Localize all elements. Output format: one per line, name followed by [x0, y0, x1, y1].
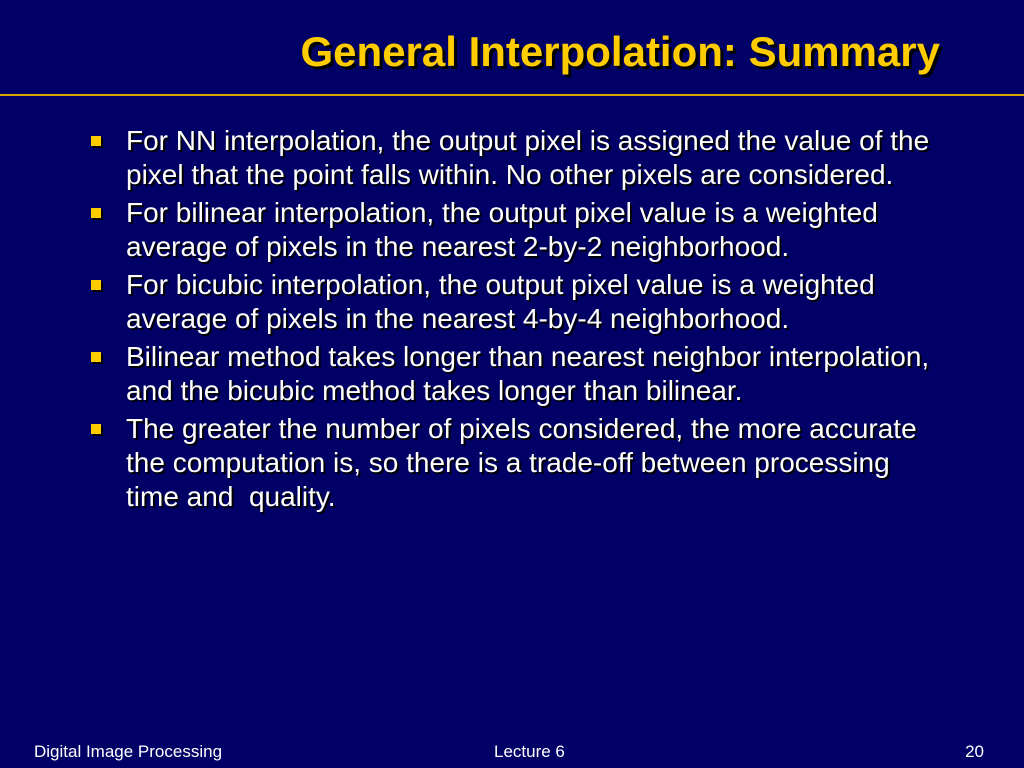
square-bullet-icon	[91, 280, 101, 290]
square-bullet-icon	[91, 208, 101, 218]
bullet-text: For bilinear interpolation, the output pixel value is a weighted average of pixels in the nearest 2-by-2 neighborhood.	[126, 197, 886, 262]
title-divider	[0, 94, 1024, 96]
bullet-item	[0, 340, 953, 408]
bullet-item	[0, 412, 946, 514]
footer-lecture-label: Lecture 6	[494, 742, 565, 761]
square-bullet-icon	[91, 352, 101, 362]
square-bullet-icon	[91, 136, 101, 146]
bullet-item	[0, 268, 946, 336]
bullet-text: For bicubic interpolation, the output pixel value is a weighted average of pixels in the nearest 4-by-4 neighborhood.	[126, 269, 883, 334]
bullet-text: Bilinear method takes longer than nearest neighbor interpolation, and the bicubic method takes longer than bilinear.	[126, 341, 953, 406]
slide-title: General Interpolation: Summary	[300, 28, 940, 75]
bullet-item	[0, 124, 946, 192]
bullet-text: The greater the number of pixels considered, the more accurate the computation is, so there is a trade-off between processing time and quality.	[126, 413, 925, 512]
bullet-item	[0, 196, 946, 264]
square-bullet-icon	[91, 424, 101, 434]
footer-page-number: 20	[965, 742, 984, 761]
bullet-text: For NN interpolation, the output pixel is assigned the value of the pixel that the point falls within. No other pixels are considered.	[126, 125, 937, 190]
bullet-list	[0, 124, 1024, 518]
footer-course-title: Digital Image Processing	[34, 742, 223, 761]
